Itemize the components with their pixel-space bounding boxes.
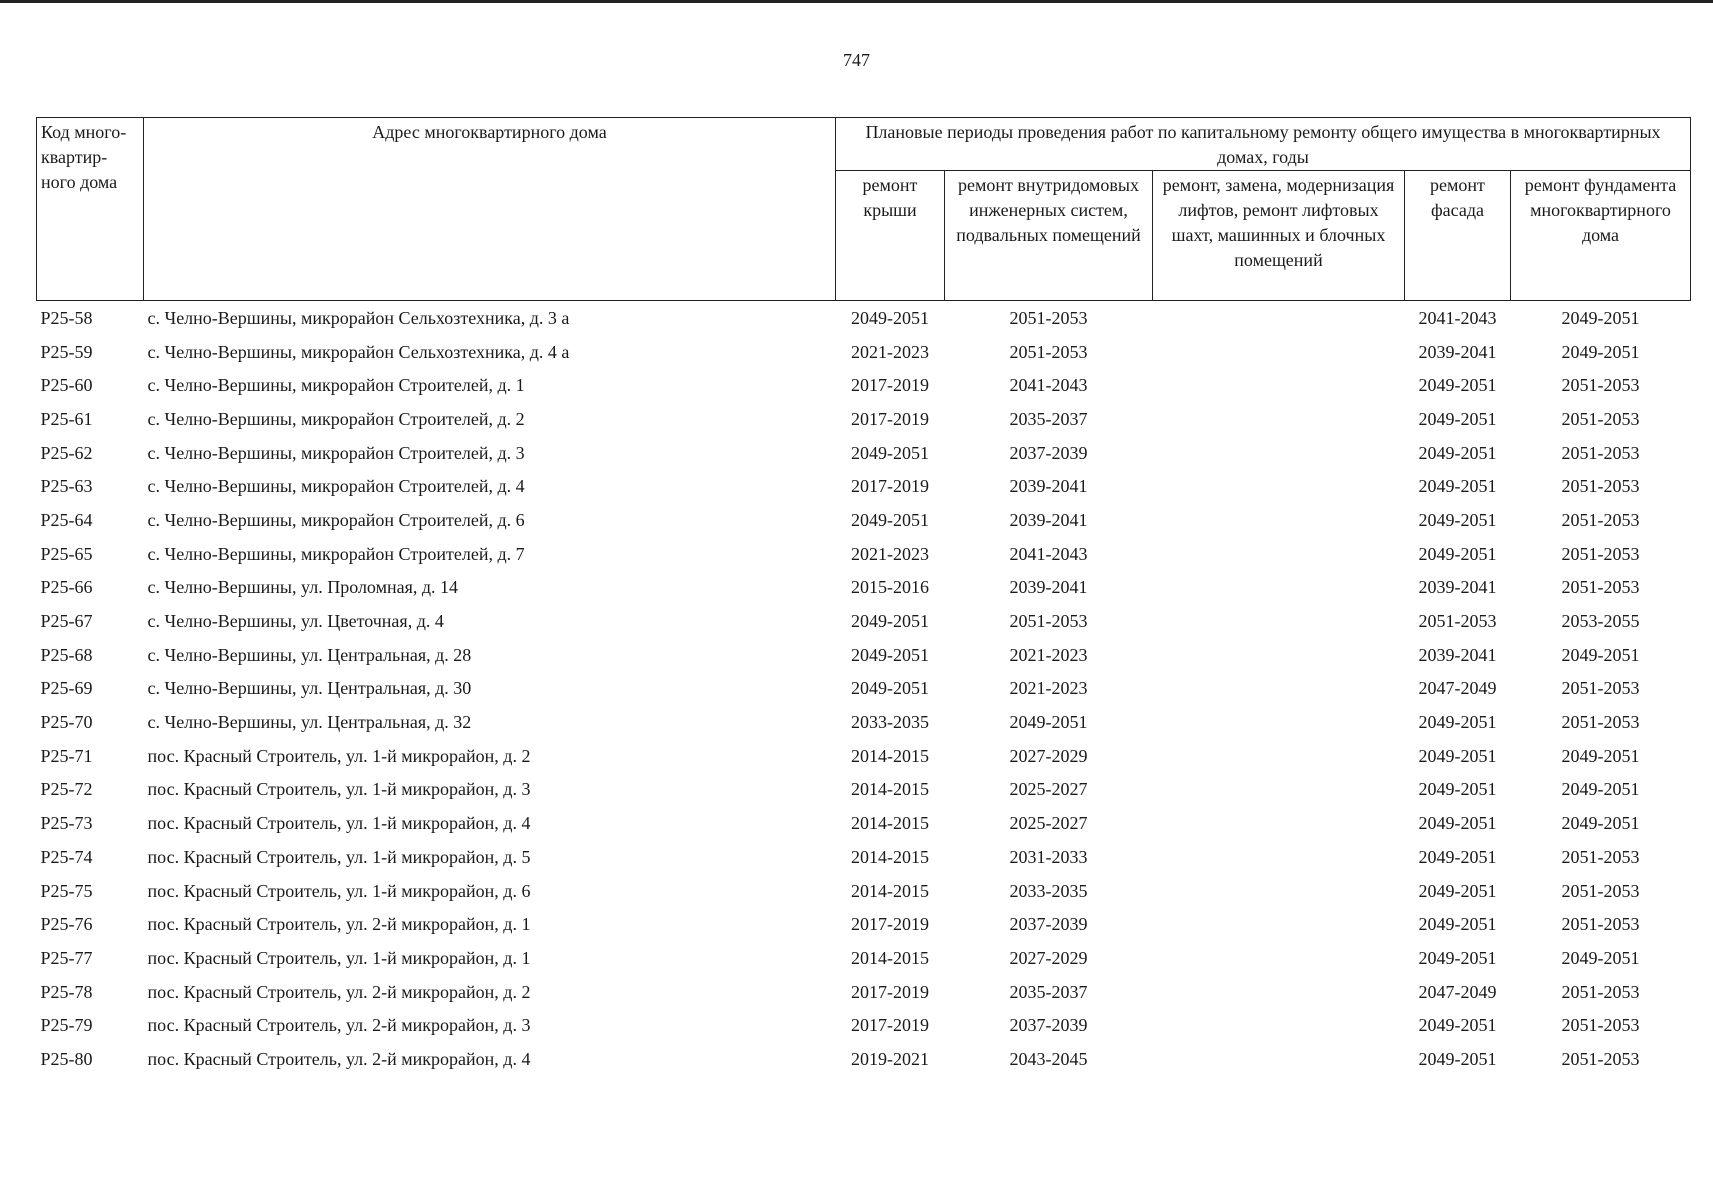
cell-roof: 2049-2051 bbox=[851, 307, 929, 328]
cell-foundation: 2051-2053 bbox=[1561, 509, 1640, 530]
table-body bbox=[37, 301, 1691, 1076]
cell-roof: 2049-2051 bbox=[851, 644, 929, 665]
cell-facade: 2049-2051 bbox=[1418, 543, 1497, 564]
cell-lifts bbox=[1153, 840, 1405, 874]
cell-address: с. Челно-Вершины, ул. Центральная, д. 32 bbox=[147, 712, 472, 733]
table-row bbox=[37, 503, 1691, 537]
cell-roof: 2017-2019 bbox=[851, 1015, 929, 1036]
table-row bbox=[37, 672, 1691, 706]
table-row bbox=[37, 469, 1691, 503]
cell-address: пос. Красный Строитель, ул. 1-й микрорайон, д. 5 bbox=[147, 846, 531, 867]
cell-engineering: 2049-2051 bbox=[1009, 712, 1088, 733]
cell-facade: 2047-2049 bbox=[1418, 678, 1497, 699]
cell-facade: 2049-2051 bbox=[1418, 813, 1497, 834]
cell-facade: 2049-2051 bbox=[1418, 509, 1497, 530]
cell-lifts bbox=[1153, 1042, 1405, 1076]
cell-code: Р25-78 bbox=[40, 981, 93, 1002]
cell-lifts bbox=[1153, 469, 1405, 503]
cell-lifts bbox=[1153, 368, 1405, 402]
cell-facade: 2049-2051 bbox=[1418, 408, 1497, 429]
cell-code: Р25-72 bbox=[40, 779, 93, 800]
header-foundation: ремонт фундамента многоквартирного дома bbox=[1511, 171, 1691, 301]
cell-foundation: 2051-2053 bbox=[1561, 442, 1640, 463]
cell-lifts bbox=[1153, 571, 1405, 605]
cell-engineering: 2037-2039 bbox=[1009, 914, 1088, 935]
table-row bbox=[37, 604, 1691, 638]
cell-foundation: 2049-2051 bbox=[1561, 644, 1640, 665]
cell-code: Р25-70 bbox=[40, 712, 93, 733]
table-header bbox=[37, 118, 1691, 301]
cell-code: Р25-71 bbox=[40, 745, 93, 766]
cell-lifts bbox=[1153, 874, 1405, 908]
cell-engineering: 2037-2039 bbox=[1009, 1015, 1088, 1036]
cell-code: Р25-64 bbox=[40, 509, 93, 530]
cell-engineering: 2039-2041 bbox=[1009, 509, 1088, 530]
cell-facade: 2049-2051 bbox=[1418, 712, 1497, 733]
cell-facade: 2049-2051 bbox=[1418, 1015, 1497, 1036]
cell-roof: 2014-2015 bbox=[851, 880, 929, 901]
table-row bbox=[37, 874, 1691, 908]
table-row bbox=[37, 705, 1691, 739]
cell-lifts bbox=[1153, 773, 1405, 807]
cell-foundation: 2051-2053 bbox=[1561, 678, 1640, 699]
page-number: 747 bbox=[843, 50, 870, 70]
cell-code: Р25-60 bbox=[40, 375, 93, 396]
cell-lifts bbox=[1153, 537, 1405, 571]
table-row bbox=[37, 1008, 1691, 1042]
table-row bbox=[37, 840, 1691, 874]
cell-engineering: 2039-2041 bbox=[1009, 577, 1088, 598]
cell-address: пос. Красный Строитель, ул. 2-й микрорайон, д. 2 bbox=[147, 981, 531, 1002]
table-row bbox=[37, 739, 1691, 773]
cell-code: Р25-77 bbox=[40, 947, 93, 968]
cell-roof: 2021-2023 bbox=[851, 341, 929, 362]
cell-facade: 2039-2041 bbox=[1418, 644, 1497, 665]
cell-address: с. Челно-Вершины, ул. Цветочная, д. 4 bbox=[147, 611, 444, 632]
cell-code: Р25-59 bbox=[40, 341, 93, 362]
cell-roof: 2017-2019 bbox=[851, 981, 929, 1002]
cell-roof: 2049-2051 bbox=[851, 442, 929, 463]
cell-address: с. Челно-Вершины, микрорайон Строителей, д. 4 bbox=[147, 476, 525, 497]
cell-address: с. Челно-Вершины, микрорайон Строителей, д. 6 bbox=[147, 509, 525, 530]
cell-address: пос. Красный Строитель, ул. 2-й микрорайон, д. 4 bbox=[147, 1048, 531, 1069]
cell-code: Р25-69 bbox=[40, 678, 93, 699]
cell-roof: 2021-2023 bbox=[851, 543, 929, 564]
cell-foundation: 2051-2053 bbox=[1561, 375, 1640, 396]
cell-code: Р25-76 bbox=[40, 914, 93, 935]
cell-roof: 2017-2019 bbox=[851, 375, 929, 396]
header-address: Адрес многоквартирного дома bbox=[144, 118, 836, 301]
header-periods-group: Плановые периоды проведения работ по капитальному ремонту общего имущества в многоквартирных домах, годы bbox=[836, 118, 1691, 171]
cell-engineering: 2051-2053 bbox=[1009, 307, 1088, 328]
cell-lifts bbox=[1153, 1008, 1405, 1042]
cell-engineering: 2033-2035 bbox=[1009, 880, 1088, 901]
cell-facade: 2049-2051 bbox=[1418, 476, 1497, 497]
cell-foundation: 2049-2051 bbox=[1561, 779, 1640, 800]
table-row bbox=[37, 907, 1691, 941]
cell-roof: 2017-2019 bbox=[851, 914, 929, 935]
cell-foundation: 2051-2053 bbox=[1561, 880, 1640, 901]
cell-foundation: 2051-2053 bbox=[1561, 1015, 1640, 1036]
cell-lifts bbox=[1153, 638, 1405, 672]
cell-facade: 2049-2051 bbox=[1418, 779, 1497, 800]
cell-foundation: 2049-2051 bbox=[1561, 307, 1640, 328]
cell-roof: 2049-2051 bbox=[851, 678, 929, 699]
cell-facade: 2049-2051 bbox=[1418, 846, 1497, 867]
cell-foundation: 2049-2051 bbox=[1561, 745, 1640, 766]
cell-address: пос. Красный Строитель, ул. 2-й микрорайон, д. 1 bbox=[147, 914, 531, 935]
cell-foundation: 2051-2053 bbox=[1561, 577, 1640, 598]
cell-code: Р25-62 bbox=[40, 442, 93, 463]
table-row bbox=[37, 1042, 1691, 1076]
cell-foundation: 2049-2051 bbox=[1561, 341, 1640, 362]
cell-foundation: 2051-2053 bbox=[1561, 1048, 1640, 1069]
table-row bbox=[37, 941, 1691, 975]
cell-code: Р25-75 bbox=[40, 880, 93, 901]
cell-code: Р25-74 bbox=[40, 846, 93, 867]
cell-address: с. Челно-Вершины, ул. Проломная, д. 14 bbox=[147, 577, 459, 598]
cell-code: Р25-80 bbox=[40, 1048, 93, 1069]
table-row bbox=[37, 571, 1691, 605]
cell-foundation: 2049-2051 bbox=[1561, 813, 1640, 834]
cell-facade: 2049-2051 bbox=[1418, 745, 1497, 766]
cell-engineering: 2037-2039 bbox=[1009, 442, 1088, 463]
cell-roof: 2017-2019 bbox=[851, 408, 929, 429]
cell-foundation: 2051-2053 bbox=[1561, 543, 1640, 564]
cell-engineering: 2051-2053 bbox=[1009, 611, 1088, 632]
cell-facade: 2039-2041 bbox=[1418, 577, 1497, 598]
cell-foundation: 2051-2053 bbox=[1561, 981, 1640, 1002]
cell-foundation: 2051-2053 bbox=[1561, 476, 1640, 497]
cell-address: с. Челно-Вершины, ул. Центральная, д. 30 bbox=[147, 678, 472, 699]
cell-address: с. Челно-Вершины, микрорайон Строителей, д. 2 bbox=[147, 408, 525, 429]
cell-foundation: 2051-2053 bbox=[1561, 408, 1640, 429]
cell-foundation: 2051-2053 bbox=[1561, 712, 1640, 733]
cell-lifts bbox=[1153, 975, 1405, 1009]
cell-lifts bbox=[1153, 402, 1405, 436]
cell-lifts bbox=[1153, 739, 1405, 773]
cell-roof: 2014-2015 bbox=[851, 813, 929, 834]
header-lifts: ремонт, замена, модернизация лифтов, ремонт лифтовых шахт, машинных и блочных помещений bbox=[1153, 171, 1405, 301]
cell-roof: 2033-2035 bbox=[851, 712, 929, 733]
cell-engineering: 2025-2027 bbox=[1009, 813, 1088, 834]
cell-address: пос. Красный Строитель, ул. 1-й микрорайон, д. 2 bbox=[147, 745, 531, 766]
cell-code: Р25-68 bbox=[40, 644, 93, 665]
cell-engineering: 2035-2037 bbox=[1009, 981, 1088, 1002]
cell-code: Р25-58 bbox=[40, 307, 93, 328]
cell-facade: 2049-2051 bbox=[1418, 914, 1497, 935]
cell-lifts bbox=[1153, 335, 1405, 369]
cell-address: с. Челно-Вершины, микрорайон Сельхозтехника, д. 4 а bbox=[147, 341, 570, 362]
cell-facade: 2047-2049 bbox=[1418, 981, 1497, 1002]
table-row bbox=[37, 335, 1691, 369]
cell-foundation: 2053-2055 bbox=[1561, 611, 1640, 632]
cell-engineering: 2025-2027 bbox=[1009, 779, 1088, 800]
cell-roof: 2014-2015 bbox=[851, 846, 929, 867]
cell-roof: 2049-2051 bbox=[851, 611, 929, 632]
header-engineering: ремонт внутридомовых инженерных систем, подвальных помещений bbox=[945, 171, 1153, 301]
cell-engineering: 2021-2023 bbox=[1009, 678, 1088, 699]
cell-facade: 2041-2043 bbox=[1418, 307, 1497, 328]
table-row bbox=[37, 368, 1691, 402]
table-row bbox=[37, 402, 1691, 436]
cell-facade: 2049-2051 bbox=[1418, 1048, 1497, 1069]
cell-engineering: 2027-2029 bbox=[1009, 947, 1088, 968]
cell-address: с. Челно-Вершины, микрорайон Строителей, д. 7 bbox=[147, 543, 525, 564]
cell-engineering: 2021-2023 bbox=[1009, 644, 1088, 665]
table-row bbox=[37, 773, 1691, 807]
cell-engineering: 2043-2045 bbox=[1009, 1048, 1088, 1069]
cell-facade: 2049-2051 bbox=[1418, 375, 1497, 396]
cell-engineering: 2027-2029 bbox=[1009, 745, 1088, 766]
cell-roof: 2014-2015 bbox=[851, 745, 929, 766]
cell-lifts bbox=[1153, 806, 1405, 840]
cell-roof: 2019-2021 bbox=[851, 1048, 929, 1069]
table-row bbox=[37, 537, 1691, 571]
cell-facade: 2049-2051 bbox=[1418, 880, 1497, 901]
cell-code: Р25-79 bbox=[40, 1015, 93, 1036]
cell-code: Р25-73 bbox=[40, 813, 93, 834]
cell-lifts bbox=[1153, 941, 1405, 975]
cell-facade: 2051-2053 bbox=[1418, 611, 1497, 632]
cell-facade: 2039-2041 bbox=[1418, 341, 1497, 362]
cell-roof: 2014-2015 bbox=[851, 779, 929, 800]
cell-engineering: 2035-2037 bbox=[1009, 408, 1088, 429]
cell-address: пос. Красный Строитель, ул. 1-й микрорайон, д. 1 bbox=[147, 947, 531, 968]
page-top-border bbox=[0, 0, 1713, 3]
cell-code: Р25-66 bbox=[40, 577, 93, 598]
cell-engineering: 2031-2033 bbox=[1009, 846, 1088, 867]
cell-engineering: 2041-2043 bbox=[1009, 543, 1088, 564]
table-row bbox=[37, 975, 1691, 1009]
table-row bbox=[37, 638, 1691, 672]
cell-roof: 2014-2015 bbox=[851, 947, 929, 968]
cell-roof: 2049-2051 bbox=[851, 509, 929, 530]
cell-code: Р25-65 bbox=[40, 543, 93, 564]
table-row bbox=[37, 806, 1691, 840]
cell-lifts bbox=[1153, 503, 1405, 537]
cell-address: пос. Красный Строитель, ул. 1-й микрорайон, д. 6 bbox=[147, 880, 531, 901]
cell-foundation: 2051-2053 bbox=[1561, 914, 1640, 935]
cell-address: с. Челно-Вершины, микрорайон Строителей, д. 1 bbox=[147, 375, 525, 396]
cell-address: с. Челно-Вершины, микрорайон Сельхозтехника, д. 3 а bbox=[147, 307, 570, 328]
cell-lifts bbox=[1153, 705, 1405, 739]
header-roof: ремонт крыши bbox=[836, 171, 945, 301]
cell-roof: 2015-2016 bbox=[851, 577, 929, 598]
cell-facade: 2049-2051 bbox=[1418, 947, 1497, 968]
cell-address: пос. Красный Строитель, ул. 1-й микрорайон, д. 4 bbox=[147, 813, 531, 834]
header-code: Код много-квартир-ного дома bbox=[37, 118, 144, 301]
header-facade: ремонт фасада bbox=[1405, 171, 1511, 301]
cell-engineering: 2041-2043 bbox=[1009, 375, 1088, 396]
cell-foundation: 2051-2053 bbox=[1561, 846, 1640, 867]
cell-address: с. Челно-Вершины, ул. Центральная, д. 28 bbox=[147, 644, 472, 665]
cell-address: с. Челно-Вершины, микрорайон Строителей, д. 3 bbox=[147, 442, 525, 463]
cell-address: пос. Красный Строитель, ул. 1-й микрорайон, д. 3 bbox=[147, 779, 531, 800]
cell-engineering: 2051-2053 bbox=[1009, 341, 1088, 362]
cell-lifts bbox=[1153, 436, 1405, 470]
cell-address: пос. Красный Строитель, ул. 2-й микрорайон, д. 3 bbox=[147, 1015, 531, 1036]
cell-code: Р25-63 bbox=[40, 476, 93, 497]
cell-lifts bbox=[1153, 672, 1405, 706]
cell-foundation: 2049-2051 bbox=[1561, 947, 1640, 968]
cell-lifts bbox=[1153, 604, 1405, 638]
cell-lifts bbox=[1153, 301, 1405, 335]
cell-lifts bbox=[1153, 907, 1405, 941]
repair-schedule-table bbox=[36, 117, 1691, 1076]
cell-code: Р25-67 bbox=[40, 611, 93, 632]
cell-facade: 2049-2051 bbox=[1418, 442, 1497, 463]
table-row bbox=[37, 436, 1691, 470]
cell-code: Р25-61 bbox=[40, 408, 93, 429]
table-row bbox=[37, 301, 1691, 335]
cell-engineering: 2039-2041 bbox=[1009, 476, 1088, 497]
cell-roof: 2017-2019 bbox=[851, 476, 929, 497]
